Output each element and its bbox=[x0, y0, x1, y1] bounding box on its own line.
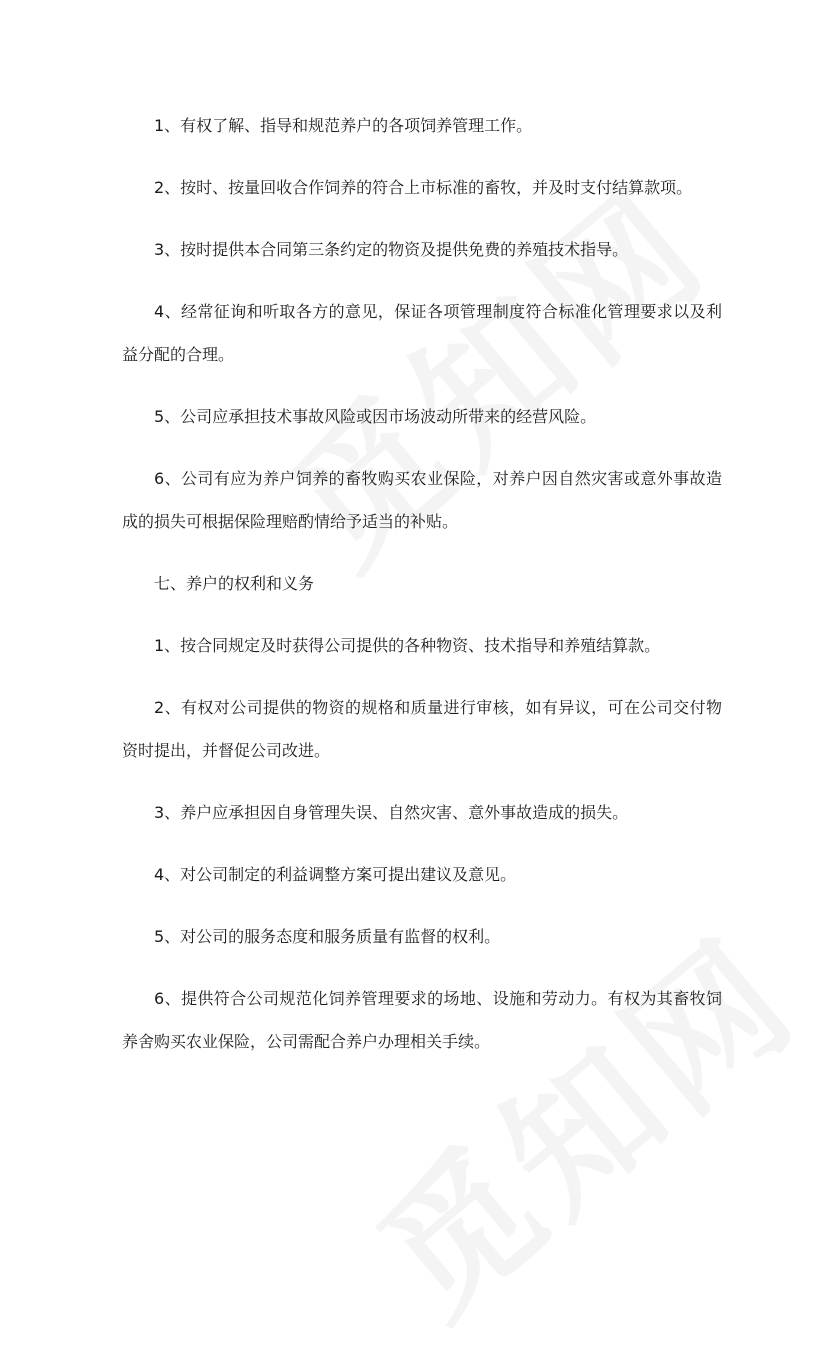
paragraph-farmer-right-4: 4、对公司制定的利益调整方案可提出建议及意见。 bbox=[154, 865, 517, 884]
paragraph-farmer-right-2: 2、有权对公司提供的物资的规格和质量进行审核，如有异议，可在公司交付物资时提出，并督促公司改进。 bbox=[122, 698, 722, 760]
paragraph-company-right-3: 3、按时提供本合同第三条约定的物资及提供免费的养殖技术指导。 bbox=[154, 240, 629, 259]
paragraph-farmer-right-6: 6、提供符合公司规范化饲养管理要求的场地、设施和劳动力。有权为其畜牧饲养舍购买农业保险，公司需配合养户办理相关手续。 bbox=[122, 989, 722, 1051]
paragraph-farmer-right-5: 5、对公司的服务态度和服务质量有监督的权利。 bbox=[154, 927, 501, 946]
paragraph-company-right-6: 6、公司有应为养户饲养的畜牧购买农业保险，对养户因自然灾害或意外事故造成的损失可根据保险理赔酌情给予适当的补贴。 bbox=[122, 469, 722, 531]
document-page bbox=[122, 104, 722, 1082]
paragraph-farmer-right-3: 3、养户应承担因自身管理失误、自然灾害、意外事故造成的损失。 bbox=[154, 803, 629, 822]
paragraph-farmer-right-1: 1、按合同规定及时获得公司提供的各种物资、技术指导和养殖结算款。 bbox=[154, 636, 661, 655]
paragraph-company-right-1: 1、有权了解、指导和规范养户的各项饲养管理工作。 bbox=[154, 116, 533, 135]
section-heading-farmer-rights: 七、养户的权利和义务 bbox=[154, 574, 315, 593]
paragraph-company-right-2: 2、按时、按量回收合作饲养的符合上市标准的畜牧，并及时支付结算款项。 bbox=[154, 178, 693, 197]
paragraph-company-right-5: 5、公司应承担技术事故风险或因市场波动所带来的经营风险。 bbox=[154, 407, 597, 426]
paragraph-company-right-4: 4、经常征询和听取各方的意见，保证各项管理制度符合标准化管理要求以及利益分配的合理。 bbox=[122, 302, 722, 364]
